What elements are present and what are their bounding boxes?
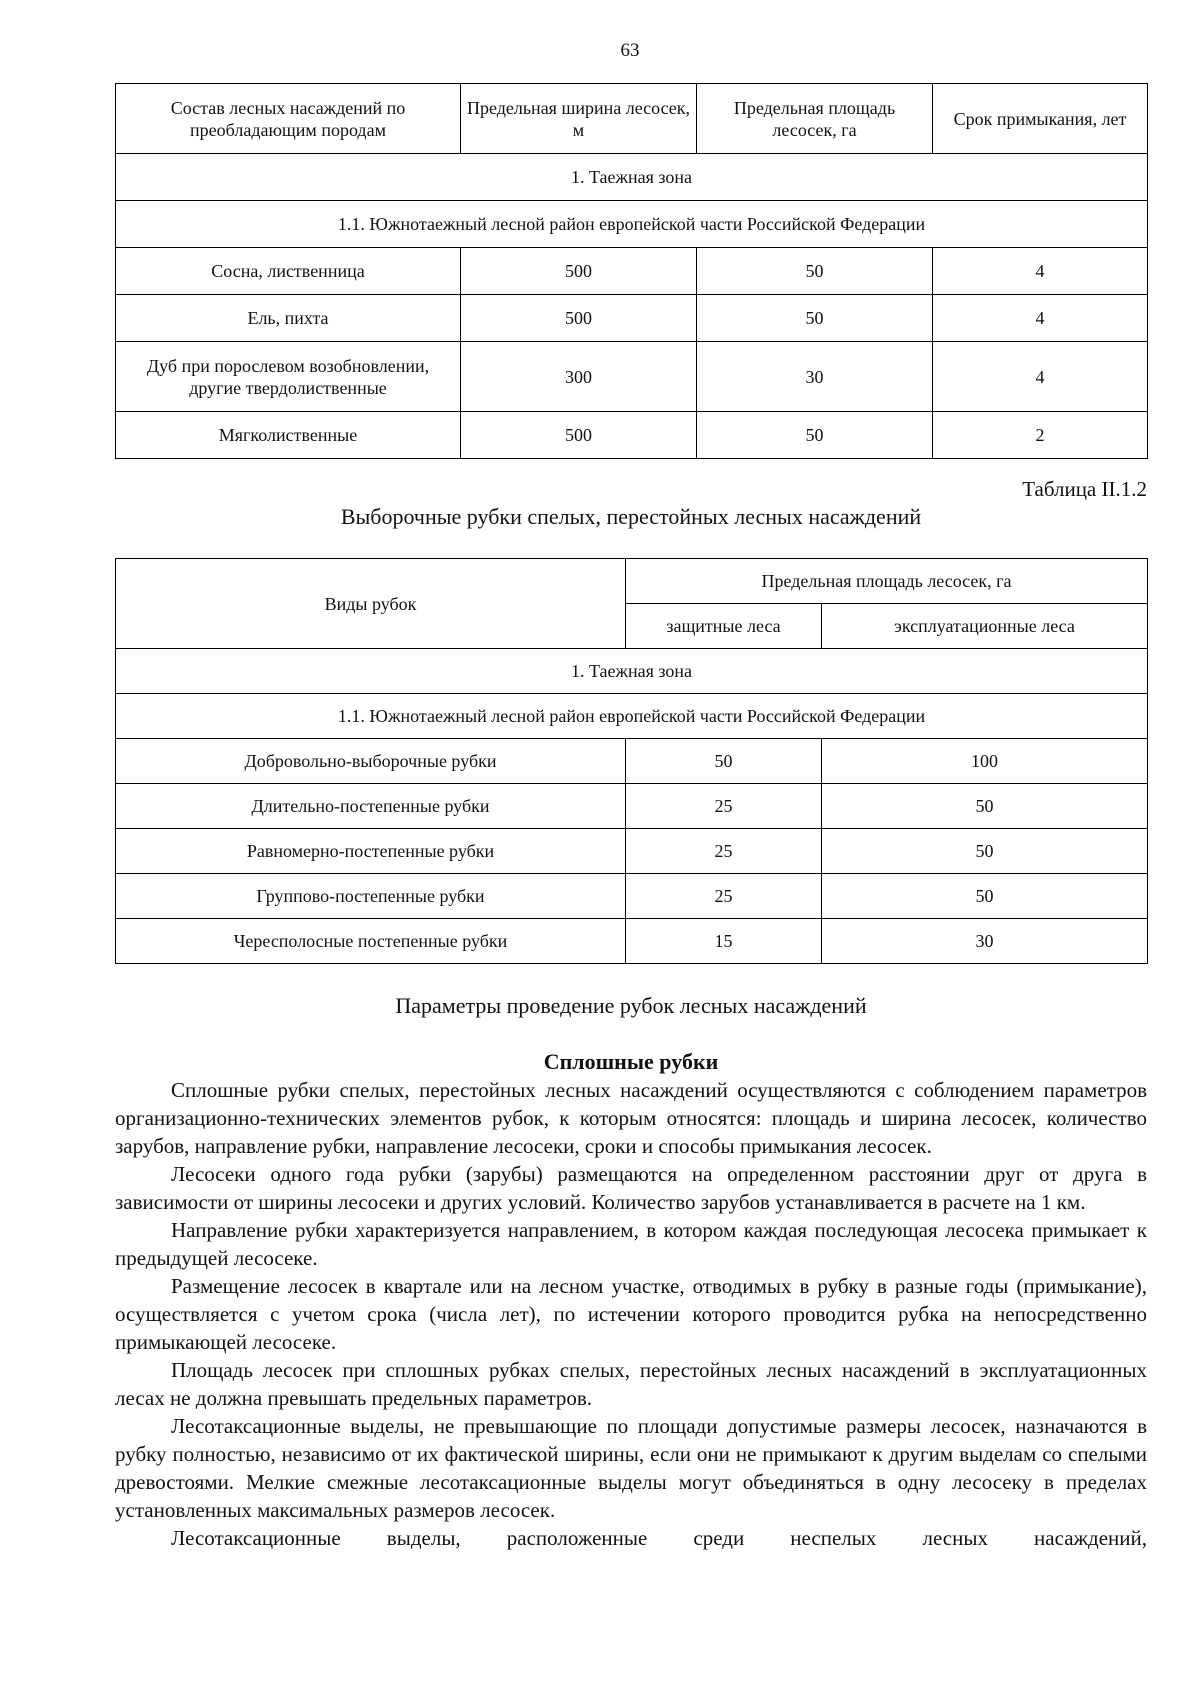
cell-cutting-type: Равномерно-постепенные рубки xyxy=(116,829,626,874)
cell-protective: 50 xyxy=(626,739,822,784)
paragraph: Лесосеки одного года рубки (зарубы) размещаются на определенном расстоянии друг от друга в зависимости от ширины лесосеки и других условий. Количество зарубов устанавливается в расчете на 1 км. xyxy=(115,1162,1147,1214)
header-area: Предельная площадь лесосек, га xyxy=(697,84,933,154)
cell-composition: Ель, пихта xyxy=(116,295,461,342)
cell-exploitation: 50 xyxy=(822,829,1148,874)
table-row xyxy=(116,412,1148,459)
table-row xyxy=(116,829,1148,874)
table-caption: Таблица II.1.2 xyxy=(1022,477,1147,501)
table-header-row xyxy=(116,84,1148,154)
cell-cutting-type: Длительно-постепенные рубки xyxy=(116,784,626,829)
cell-cutting-type: Группово-постепенные рубки xyxy=(116,874,626,919)
header-width: Предельная ширина лесосек, м xyxy=(461,84,697,154)
cell-area: 30 xyxy=(697,342,933,412)
cell-composition: Дуб при порослевом возобновлении, другие твердолиственные xyxy=(116,342,461,412)
cell-cutting-type: Добровольно-выборочные рубки xyxy=(116,739,626,784)
header-composition: Состав лесных насаждений по преобладающим породам xyxy=(116,84,461,154)
cell-protective: 15 xyxy=(626,919,822,964)
table-row xyxy=(116,342,1148,412)
cell-width: 500 xyxy=(461,248,697,295)
paragraph: Сплошные рубки спелых, перестойных лесных насаждений осуществляются с соблюдением параметров организационно-технических элементов рубок, к которым относятся: площадь и ширина лесосек, количество зарубов, направление рубки, направление лесосеки, сроки и способы примыкания лесосек. xyxy=(115,1078,1147,1158)
header-cutting-type: Виды рубок xyxy=(116,559,626,649)
selective-cutting-table xyxy=(115,558,1148,964)
cell-width: 300 xyxy=(461,342,697,412)
cell-composition: Мягколиственные xyxy=(116,412,461,459)
cell-area: 50 xyxy=(697,248,933,295)
region-row: 1.1. Южнотаежный лесной район европейской части Российской Федерации xyxy=(116,201,1148,248)
table-row xyxy=(116,295,1148,342)
cell-area: 50 xyxy=(697,295,933,342)
table-row xyxy=(116,248,1148,295)
paragraph: Площадь лесосек при сплошных рубках спелых, перестойных лесных насаждений в эксплуатационных лесах не должна превышать предельных параметров. xyxy=(115,1358,1147,1410)
cell-composition: Сосна, лиственница xyxy=(116,248,461,295)
table-row xyxy=(116,739,1148,784)
cell-protective: 25 xyxy=(626,874,822,919)
header-protective-forests: защитные леса xyxy=(626,604,822,649)
cell-protective: 25 xyxy=(626,829,822,874)
table-row xyxy=(116,784,1148,829)
cell-exploitation: 100 xyxy=(822,739,1148,784)
section-title: Параметры проведение рубок лесных насаждений xyxy=(395,993,867,1018)
cell-area: 50 xyxy=(697,412,933,459)
paragraph: Направление рубки характеризуется направлением, в котором каждая последующая лесосека примыкает к предыдущей лесосеке. xyxy=(115,1218,1147,1270)
subsection-title: Сплошные рубки xyxy=(543,1049,719,1074)
header-adjacency: Срок примыкания, лет xyxy=(933,84,1148,154)
cell-cutting-type: Чересполосные постепенные рубки xyxy=(116,919,626,964)
table-row xyxy=(116,874,1148,919)
body-text xyxy=(115,1076,1147,1552)
header-max-area: Предельная площадь лесосек, га xyxy=(626,559,1148,604)
cutting-parameters-table xyxy=(115,83,1148,459)
header-exploitation-forests: эксплуатационные леса xyxy=(822,604,1148,649)
cell-protective: 25 xyxy=(626,784,822,829)
paragraph: Лесотаксационные выделы, не превышающие по площади допустимые размеры лесосек, назначаются в рубку полностью, независимо от их фактической ширины, если они не примыкают к другим выделам со спелыми древостоями. Мелкие смежные лесотаксационные выделы могут объединяться в одну лесосеку в пределах установленных максимальных размеров лесосек. xyxy=(115,1414,1147,1522)
cell-width: 500 xyxy=(461,295,697,342)
cell-adjacency: 4 xyxy=(933,248,1148,295)
table-row xyxy=(116,919,1148,964)
page-number: 63 xyxy=(620,40,640,61)
region-row: 1.1. Южнотаежный лесной район европейской части Российской Федерации xyxy=(116,694,1148,739)
cell-exploitation: 50 xyxy=(822,874,1148,919)
paragraph: Размещение лесосек в квартале или на лесном участке, отводимых в рубку в разные годы (примыкание), осуществляется с учетом срока (числа лет), по истечении которого проводится рубка на непосредственно примыкающей лесосеке. xyxy=(115,1274,1147,1354)
cell-exploitation: 50 xyxy=(822,784,1148,829)
table-title: Выборочные рубки спелых, перестойных лесных насаждений xyxy=(340,504,922,529)
cell-width: 500 xyxy=(461,412,697,459)
cell-adjacency: 2 xyxy=(933,412,1148,459)
zone-row: 1. Таежная зона xyxy=(116,649,1148,694)
zone-row: 1. Таежная зона xyxy=(116,154,1148,201)
paragraph: Лесотаксационные выделы, расположенные среди неспелых лесных насаждений, xyxy=(171,1526,1147,1550)
cell-exploitation: 30 xyxy=(822,919,1148,964)
cell-adjacency: 4 xyxy=(933,342,1148,412)
cell-adjacency: 4 xyxy=(933,295,1148,342)
